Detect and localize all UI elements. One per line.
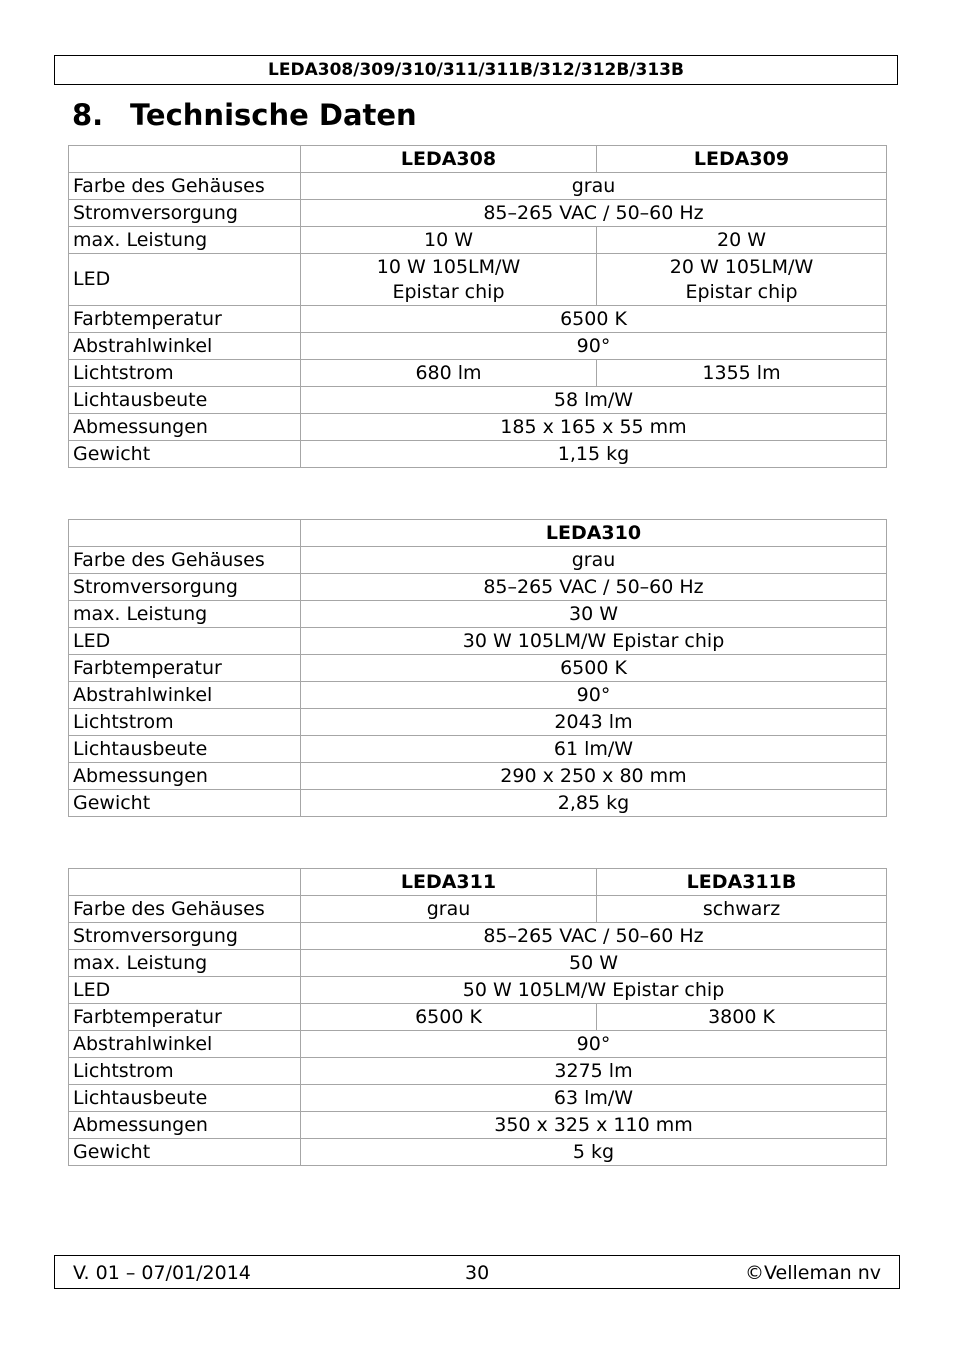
table-row bbox=[69, 387, 887, 414]
table-row bbox=[69, 736, 887, 763]
table-row bbox=[69, 950, 887, 977]
empty-cell bbox=[69, 146, 301, 173]
row-label: Stromversorgung bbox=[69, 200, 301, 227]
cell-value: 6500 K bbox=[301, 1004, 597, 1031]
row-label: Lichtausbeute bbox=[69, 736, 301, 763]
row-label: Farbtemperatur bbox=[69, 1004, 301, 1031]
row-label: Farbtemperatur bbox=[69, 655, 301, 682]
table-row bbox=[69, 441, 887, 468]
table-row bbox=[69, 601, 887, 628]
row-label: Lichtausbeute bbox=[69, 387, 301, 414]
document-header bbox=[54, 55, 898, 85]
row-label: Farbtemperatur bbox=[69, 306, 301, 333]
row-label: Gewicht bbox=[69, 441, 301, 468]
row-label: LED bbox=[69, 628, 301, 655]
table-header-row bbox=[69, 520, 887, 547]
row-label: Abmessungen bbox=[69, 763, 301, 790]
table-row bbox=[69, 306, 887, 333]
row-label: Lichtstrom bbox=[69, 1058, 301, 1085]
table-row bbox=[69, 790, 887, 817]
cell-value: 1355 lm bbox=[597, 360, 887, 387]
cell-value: 5 kg bbox=[301, 1139, 887, 1166]
cell-line: 20 W 105LM/W bbox=[669, 255, 814, 278]
cell-value: 2043 lm bbox=[301, 709, 887, 736]
empty-cell bbox=[69, 869, 301, 896]
row-label: Abmessungen bbox=[69, 1112, 301, 1139]
table-row bbox=[69, 1112, 887, 1139]
spec-table-leda311-311b bbox=[68, 868, 887, 1166]
spec-table-leda310 bbox=[68, 519, 887, 817]
cell-value: 50 W 105LM/W Epistar chip bbox=[301, 977, 887, 1004]
cell-value: 61 lm/W bbox=[301, 736, 887, 763]
table-row bbox=[69, 227, 887, 254]
row-label: Lichtausbeute bbox=[69, 1085, 301, 1112]
cell-value: 10 W bbox=[301, 227, 597, 254]
row-label: Stromversorgung bbox=[69, 923, 301, 950]
table-row bbox=[69, 763, 887, 790]
footer-copyright: ©Velleman nv bbox=[745, 1262, 881, 1284]
table-row bbox=[69, 1004, 887, 1031]
empty-cell bbox=[69, 520, 301, 547]
cell-value: 63 lm/W bbox=[301, 1085, 887, 1112]
column-header: LEDA308 bbox=[301, 146, 597, 173]
cell-value: 85–265 VAC / 50–60 Hz bbox=[301, 574, 887, 601]
row-label: Abstrahlwinkel bbox=[69, 682, 301, 709]
cell-value: grau bbox=[301, 173, 887, 200]
cell-line: Epistar chip bbox=[392, 280, 505, 303]
row-label: Lichtstrom bbox=[69, 709, 301, 736]
table-row bbox=[69, 333, 887, 360]
cell-line: 10 W 105LM/W bbox=[376, 255, 521, 278]
cell-value: 290 x 250 x 80 mm bbox=[301, 763, 887, 790]
model-line: LEDA308/309/310/311/311B/312/312B/313B bbox=[268, 60, 684, 80]
cell-value: 85–265 VAC / 50–60 Hz bbox=[301, 923, 887, 950]
cell-value: 50 W bbox=[301, 950, 887, 977]
row-label: LED bbox=[69, 977, 301, 1004]
row-label: Abstrahlwinkel bbox=[69, 1031, 301, 1058]
row-label: Farbe des Gehäuses bbox=[69, 896, 301, 923]
cell-value: grau bbox=[301, 896, 597, 923]
cell-value: grau bbox=[301, 547, 887, 574]
row-label: Lichtstrom bbox=[69, 360, 301, 387]
document-footer bbox=[54, 1255, 900, 1289]
row-label: Stromversorgung bbox=[69, 574, 301, 601]
table-row bbox=[69, 628, 887, 655]
table-row bbox=[69, 1085, 887, 1112]
section-title-text: Technische Daten bbox=[130, 98, 417, 132]
cell-value: schwarz bbox=[597, 896, 887, 923]
cell-value: 85–265 VAC / 50–60 Hz bbox=[301, 200, 887, 227]
table-row bbox=[69, 414, 887, 441]
table-row bbox=[69, 896, 887, 923]
footer-page-number: 30 bbox=[465, 1262, 490, 1284]
row-label: Abmessungen bbox=[69, 414, 301, 441]
cell-line: Epistar chip bbox=[685, 280, 798, 303]
row-label: Gewicht bbox=[69, 790, 301, 817]
row-label: max. Leistung bbox=[69, 601, 301, 628]
table-row bbox=[69, 173, 887, 200]
column-header: LEDA310 bbox=[301, 520, 887, 547]
cell-value bbox=[301, 254, 597, 306]
table-row bbox=[69, 360, 887, 387]
cell-value: 90° bbox=[301, 682, 887, 709]
spec-table-leda308-309 bbox=[68, 145, 887, 468]
table-row bbox=[69, 1031, 887, 1058]
cell-value bbox=[597, 254, 887, 306]
cell-value: 90° bbox=[301, 1031, 887, 1058]
section-number: 8. bbox=[72, 98, 104, 132]
table-row bbox=[69, 254, 887, 306]
cell-value: 2,85 kg bbox=[301, 790, 887, 817]
cell-value: 6500 K bbox=[301, 655, 887, 682]
row-label: max. Leistung bbox=[69, 950, 301, 977]
section-title bbox=[72, 98, 417, 132]
table-row bbox=[69, 682, 887, 709]
row-label: Gewicht bbox=[69, 1139, 301, 1166]
footer-version: V. 01 – 07/01/2014 bbox=[73, 1262, 251, 1284]
row-label: Farbe des Gehäuses bbox=[69, 173, 301, 200]
table-row bbox=[69, 200, 887, 227]
table-header-row bbox=[69, 146, 887, 173]
table-row bbox=[69, 655, 887, 682]
cell-value: 20 W bbox=[597, 227, 887, 254]
cell-value: 1,15 kg bbox=[301, 441, 887, 468]
row-label: max. Leistung bbox=[69, 227, 301, 254]
cell-value: 350 x 325 x 110 mm bbox=[301, 1112, 887, 1139]
row-label: Abstrahlwinkel bbox=[69, 333, 301, 360]
table-row bbox=[69, 574, 887, 601]
column-header: LEDA311B bbox=[597, 869, 887, 896]
table-row bbox=[69, 1139, 887, 1166]
table-row bbox=[69, 1058, 887, 1085]
cell-value: 30 W bbox=[301, 601, 887, 628]
cell-value: 680 lm bbox=[301, 360, 597, 387]
cell-value: 30 W 105LM/W Epistar chip bbox=[301, 628, 887, 655]
table-row bbox=[69, 709, 887, 736]
cell-value: 58 lm/W bbox=[301, 387, 887, 414]
table-header-row bbox=[69, 869, 887, 896]
cell-value: 3275 lm bbox=[301, 1058, 887, 1085]
table-row bbox=[69, 923, 887, 950]
cell-value: 3800 K bbox=[597, 1004, 887, 1031]
column-header: LEDA311 bbox=[301, 869, 597, 896]
row-label: LED bbox=[69, 254, 301, 306]
cell-value: 90° bbox=[301, 333, 887, 360]
cell-value: 185 x 165 x 55 mm bbox=[301, 414, 887, 441]
table-row bbox=[69, 547, 887, 574]
cell-value: 6500 K bbox=[301, 306, 887, 333]
row-label: Farbe des Gehäuses bbox=[69, 547, 301, 574]
table-row bbox=[69, 977, 887, 1004]
column-header: LEDA309 bbox=[597, 146, 887, 173]
